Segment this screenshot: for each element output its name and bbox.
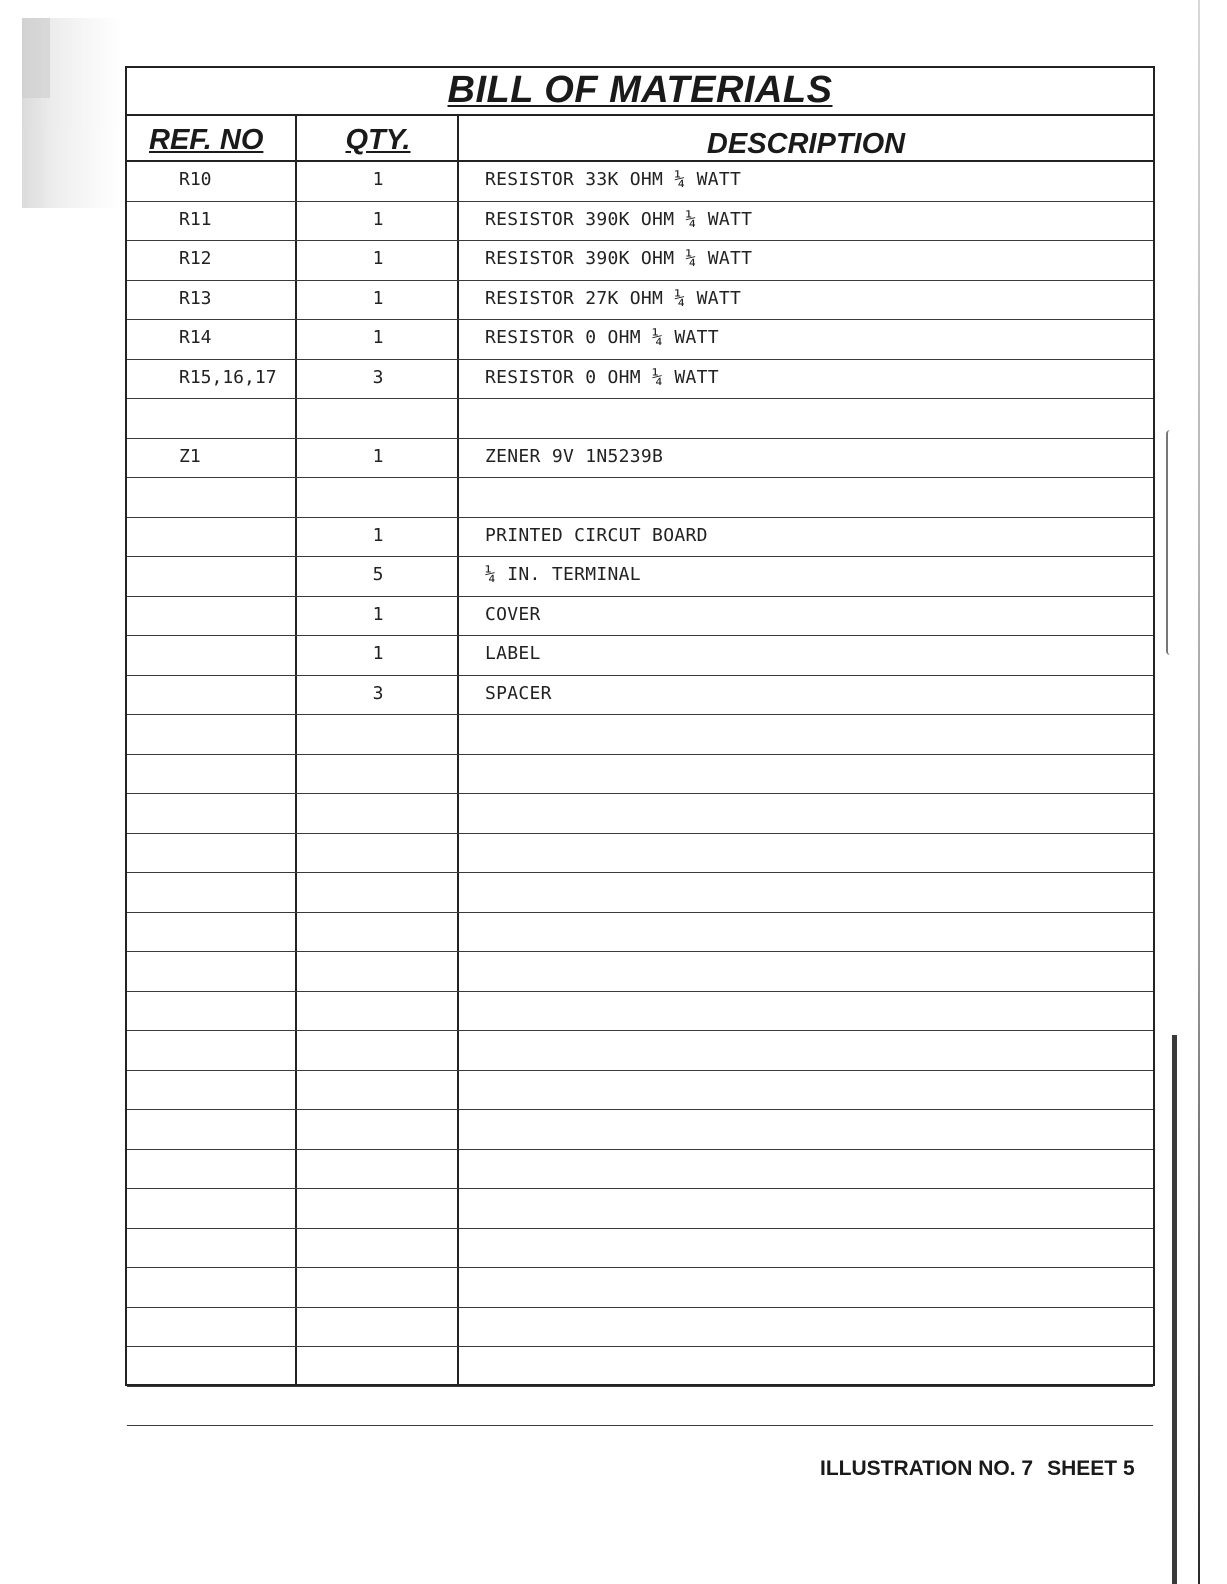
qty-cell: 5 [372,564,384,585]
description-cell: ¼ IN. TERMINAL [485,564,641,585]
table-row [127,162,1153,202]
ref-cell: R12 [179,248,212,269]
qty-cell [297,1308,459,1347]
qty-cell: 1 [372,208,384,230]
table-row [127,1308,1153,1348]
ref-cell [179,1110,295,1149]
ref-cell [179,834,295,873]
table-row [127,636,1153,676]
description-cell [485,1347,1145,1386]
illustration-caption [820,1457,1135,1481]
description-cell [485,873,1145,912]
qty-cell: 1 [372,445,384,467]
page-edge-shadow [1172,1035,1177,1584]
description-cell [485,1110,1145,1149]
description-cell: ZENER 9V 1N5239B [485,445,664,467]
table-row [127,241,1153,281]
page-edge-line [1198,0,1200,1584]
table-row [127,992,1153,1032]
table-row [127,1189,1153,1229]
bom-rows [127,162,1153,1426]
table-row [127,202,1153,242]
qty-cell [297,715,459,754]
ref-cell [179,676,295,715]
scan-artifact [22,18,122,208]
table-row [127,360,1153,400]
sheet-number: SHEET 5 [1047,1457,1135,1480]
ref-cell [179,636,295,675]
table-row [127,478,1153,518]
description-cell: RESISTOR 390K OHM ¼ WATT [485,248,753,269]
ref-cell [179,1031,295,1070]
table-row [127,1347,1153,1387]
qty-cell [297,992,459,1031]
ref-cell [179,478,295,517]
bom-form [125,66,1155,1386]
qty-cell [297,399,459,438]
ref-no-header: REF. NO [127,114,297,162]
qty-cell: 1 [372,643,384,664]
qty-cell [297,1387,459,1426]
illustration-number: ILLUSTRATION NO. 7 [820,1457,1034,1480]
qty-cell [297,1268,459,1307]
description-cell [485,1229,1145,1268]
ref-cell [179,755,295,794]
description-cell [485,1150,1145,1189]
ref-cell: R14 [179,327,212,348]
qty-cell: 1 [372,169,384,190]
table-row [127,557,1153,597]
qty-cell [297,952,459,991]
description-cell [485,399,1145,438]
description-cell [485,794,1145,833]
ref-cell [179,715,295,754]
table-row [127,320,1153,360]
table-row [127,1387,1153,1427]
ref-cell [179,1268,295,1307]
table-row [127,952,1153,992]
ref-cell: R15,16,17 [179,366,277,388]
ref-cell [179,794,295,833]
table-row [127,1031,1153,1071]
ref-cell [179,913,295,952]
qty-cell [297,1347,459,1386]
table-row [127,913,1153,953]
qty-cell [297,1071,459,1110]
description-cell [485,755,1145,794]
ref-cell [179,399,295,438]
table-row [127,1150,1153,1190]
ref-cell [179,1308,295,1347]
table-row [127,794,1153,834]
description-cell [485,478,1145,517]
qty-cell [297,913,459,952]
description-cell: LABEL [485,643,541,664]
qty-cell: 1 [372,524,384,546]
description-cell [485,1031,1145,1070]
scan-bracket-mark [1166,430,1172,655]
ref-cell [179,873,295,912]
table-row [127,676,1153,716]
ref-cell [179,597,295,636]
table-row [127,1268,1153,1308]
table-row [127,1229,1153,1269]
description-cell [485,834,1145,873]
description-cell: RESISTOR 27K OHM ¼ WATT [485,287,742,309]
qty-cell [297,1150,459,1189]
table-row [127,755,1153,795]
table-row [127,597,1153,637]
table-row [127,715,1153,755]
ref-cell [179,992,295,1031]
table-row [127,281,1153,321]
qty-cell [297,794,459,833]
description-cell [485,1308,1145,1347]
description-cell: SPACER [485,682,552,704]
table-row [127,834,1153,874]
qty-cell [297,1189,459,1228]
description-cell [485,913,1145,952]
qty-cell: 3 [372,366,384,388]
qty-cell: 1 [372,603,384,625]
table-row [127,1110,1153,1150]
ref-cell [179,1347,295,1386]
description-cell: PRINTED CIRCUT BOARD [485,524,708,546]
qty-cell: 1 [372,287,384,309]
qty-cell: 1 [372,327,384,348]
qty-cell: 1 [372,248,384,269]
description-cell: RESISTOR 33K OHM ¼ WATT [485,169,742,190]
qty-cell [297,1229,459,1268]
description-cell: RESISTOR 0 OHM ¼ WATT [485,366,719,388]
description-cell [485,1268,1145,1307]
description-cell: RESISTOR 0 OHM ¼ WATT [485,327,719,348]
ref-cell: R13 [179,287,212,309]
ref-cell [179,952,295,991]
qty-header: QTY. [297,114,459,162]
description-cell [485,952,1145,991]
description-header: DESCRIPTION [459,114,1153,162]
qty-cell [297,834,459,873]
table-row [127,873,1153,913]
qty-cell [297,1031,459,1070]
ref-cell [179,1150,295,1189]
ref-cell [179,518,295,557]
qty-cell: 3 [372,682,384,704]
ref-cell [179,557,295,596]
form-title: BILL OF MATERIALS [127,68,1153,116]
table-row [127,518,1153,558]
description-cell: COVER [485,603,541,625]
description-cell [485,1189,1145,1228]
description-cell [485,715,1145,754]
description-cell [485,1071,1145,1110]
table-row [127,439,1153,479]
description-cell: RESISTOR 390K OHM ¼ WATT [485,208,753,230]
ref-cell [179,1387,295,1426]
table-row [127,399,1153,439]
ref-cell: R10 [179,169,212,190]
table-row [127,1071,1153,1111]
qty-cell [297,755,459,794]
ref-cell: R11 [179,208,212,230]
ref-cell [179,1189,295,1228]
qty-cell [297,478,459,517]
ref-cell: Z1 [179,445,201,467]
ref-cell [179,1229,295,1268]
ref-cell [179,1071,295,1110]
description-cell [485,992,1145,1031]
qty-cell [297,873,459,912]
qty-cell [297,1110,459,1149]
description-cell [485,1387,1145,1426]
